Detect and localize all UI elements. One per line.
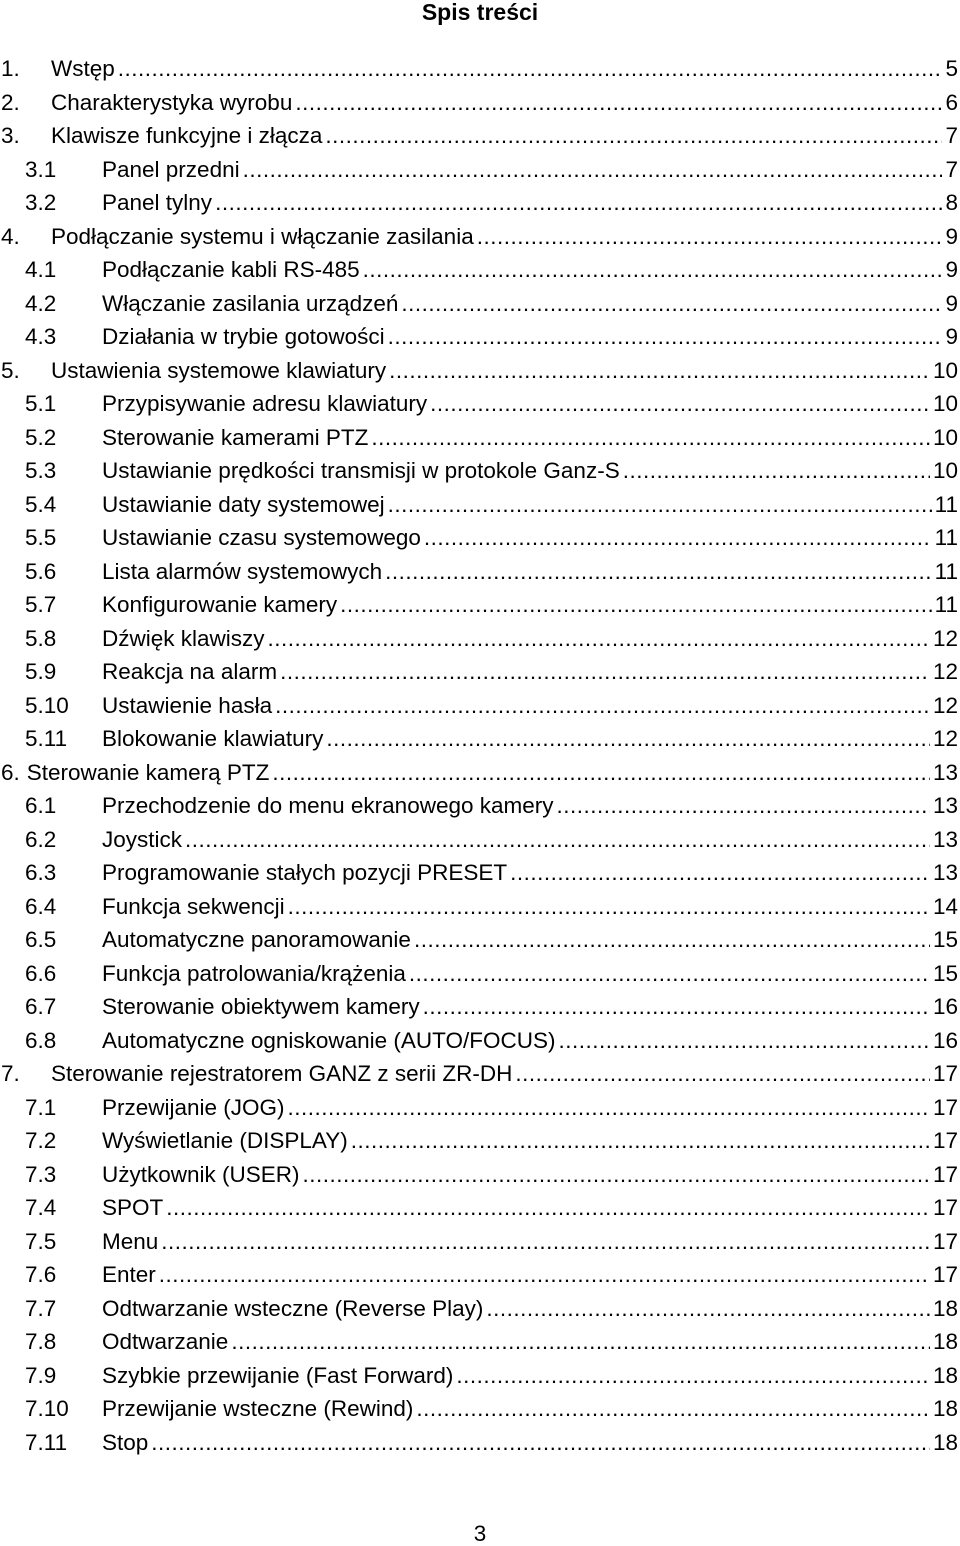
- toc-dot-leader: [424, 521, 932, 555]
- toc-entry-page: 11: [934, 491, 958, 517]
- toc-entry-number: 3.1: [25, 156, 57, 182]
- toc-entry-title: Użytkownik (USER): [102, 1161, 300, 1187]
- toc-entry-number: 7.7: [25, 1295, 57, 1321]
- toc-entry-number: 5.6: [25, 558, 57, 584]
- toc-entry-page: 14: [932, 893, 958, 919]
- toc-entry-title: Odtwarzanie wsteczne (Reverse Play): [102, 1295, 484, 1321]
- toc-dot-leader: [401, 287, 942, 321]
- toc-entry-number: 5.: [1, 357, 20, 383]
- toc-entry-number: 4.: [1, 223, 20, 249]
- toc-entry-number: 5.7: [25, 592, 57, 617]
- toc-dot-leader: [340, 588, 932, 622]
- toc-entry-page: 13: [932, 826, 958, 852]
- toc-entry[interactable]: [0, 1057, 960, 1091]
- toc-entry-number: 6.8: [25, 1027, 57, 1053]
- toc-entry-title: Sterowanie kamerą PTZ: [26, 759, 270, 785]
- toc-entry-page: 17: [932, 1061, 958, 1086]
- toc-entry-number: 6.1: [25, 793, 57, 818]
- toc-dot-leader: [288, 890, 930, 924]
- toc-entry[interactable]: [0, 1024, 960, 1058]
- toc-entry[interactable]: [0, 1091, 960, 1125]
- toc-entry-title: Odtwarzanie: [102, 1329, 229, 1354]
- toc-entry[interactable]: [0, 1325, 960, 1359]
- toc-entry-title: Menu: [102, 1228, 159, 1254]
- toc-entry-page: 17: [932, 1094, 958, 1120]
- toc-dot-leader: [623, 454, 930, 488]
- toc-dot-leader: [288, 1091, 930, 1125]
- toc-entry-title: Programowanie stałych pozycji PRESET: [102, 860, 508, 885]
- toc-dot-leader: [351, 1124, 930, 1158]
- toc-entry[interactable]: [0, 421, 960, 455]
- toc-entry-page: 17: [932, 1161, 958, 1187]
- toc-entry-title: Charakterystyka wyrobu: [51, 89, 293, 115]
- toc-entry-page: 7: [945, 156, 958, 182]
- toc-entry-title: Funkcja patrolowania/krążenia: [102, 960, 406, 986]
- toc-entry-page: 9: [945, 257, 958, 282]
- toc-entry-title: Sterowanie rejestratorem GANZ z serii ZR-DH: [51, 1061, 513, 1086]
- toc-entry-page: 9: [945, 324, 958, 349]
- toc-entry-number: 4.1: [25, 257, 57, 282]
- toc-entry-title: Ustawianie prędkości transmisji w protokole Ganz-S: [102, 458, 620, 483]
- toc-entry-title: Stop: [102, 1429, 149, 1455]
- toc-entry-page: 11: [934, 525, 958, 550]
- toc-dot-leader: [409, 957, 930, 991]
- toc-entry[interactable]: [0, 756, 960, 790]
- toc-entry-title: Ustawianie daty systemowej: [102, 491, 385, 517]
- toc-dot-leader: [486, 1292, 930, 1326]
- toc-dot-leader: [456, 1359, 930, 1393]
- toc-entry-title: Enter: [102, 1262, 156, 1287]
- toc-entry-title: Panel tylny: [102, 190, 213, 215]
- toc-entry-title: Ustawienia systemowe klawiatury: [51, 357, 387, 383]
- toc-entry[interactable]: [0, 320, 960, 354]
- toc-dot-leader: [272, 756, 930, 790]
- toc-entry-page: 12: [932, 692, 958, 718]
- toc-dot-leader: [151, 1426, 930, 1460]
- toc-dot-leader: [275, 689, 930, 723]
- toc-entry-title: Szybkie przewijanie (Fast Forward): [102, 1362, 454, 1388]
- toc-entry[interactable]: [0, 1191, 960, 1225]
- toc-entry[interactable]: [0, 957, 960, 991]
- toc-dot-leader: [477, 220, 943, 254]
- toc-entry-page: 16: [932, 1027, 958, 1053]
- page-title: Spis treści: [421, 0, 539, 25]
- toc-entry[interactable]: [0, 1292, 960, 1326]
- toc-dot-leader: [371, 421, 930, 455]
- toc-entry-title: Klawisze funkcyjne i złącza: [51, 123, 323, 148]
- toc-entry-page: 17: [932, 1195, 958, 1220]
- toc-entry[interactable]: [0, 789, 960, 823]
- toc-entry-title: Sterowanie obiektywem kamery: [102, 994, 420, 1019]
- toc-dot-leader: [416, 1392, 930, 1426]
- toc-dot-leader: [389, 354, 930, 388]
- toc-entry-number: 7.8: [25, 1329, 57, 1354]
- toc-entry-number: 4.3: [25, 324, 57, 349]
- toc-entry-number: 5.8: [25, 625, 57, 651]
- toc-entry-page: 8: [945, 190, 958, 215]
- toc-dot-leader: [280, 655, 930, 689]
- toc-entry-page: 7: [945, 123, 958, 148]
- toc-entry-page: 12: [932, 726, 958, 751]
- toc-entry-page: 17: [932, 1128, 958, 1153]
- toc-entry[interactable]: [0, 1225, 960, 1259]
- toc-dot-leader: [557, 789, 930, 823]
- toc-entry-title: Ustawienie hasła: [102, 692, 273, 718]
- toc-entry[interactable]: [0, 220, 960, 254]
- toc-entry-title: Panel przedni: [102, 156, 240, 182]
- toc-dot-leader: [295, 86, 942, 120]
- toc-entry-number: 5.5: [25, 525, 57, 550]
- toc-entry-page: 12: [932, 659, 958, 684]
- toc-entry-page: 18: [932, 1362, 958, 1388]
- toc-entry-page: 17: [932, 1262, 958, 1287]
- toc-entry-title: Wyświetlanie (DISPLAY): [102, 1128, 348, 1153]
- toc-entry[interactable]: [0, 1392, 960, 1426]
- toc-entry-number: 5.10: [25, 692, 69, 718]
- toc-entry[interactable]: [0, 856, 960, 890]
- toc-entry-page: 9: [945, 223, 958, 249]
- toc-entry[interactable]: [0, 1359, 960, 1393]
- toc-entry-number: 6.: [1, 759, 20, 785]
- toc-entry-title: Funkcja sekwencji: [102, 893, 285, 919]
- toc-entry[interactable]: [0, 1124, 960, 1158]
- toc-entry[interactable]: [0, 186, 960, 220]
- toc-entry-page: 12: [932, 625, 958, 651]
- toc-entry-number: 3.2: [25, 190, 57, 215]
- toc-entry-title: Blokowanie klawiatury: [102, 726, 324, 751]
- toc-entry[interactable]: [0, 52, 960, 86]
- toc-entry-page: 11: [934, 592, 958, 617]
- toc-entry-number: 7.2: [25, 1128, 57, 1153]
- toc-entry[interactable]: [0, 488, 960, 522]
- toc-entry-page: 6: [945, 89, 958, 115]
- toc-entry-page: 9: [945, 290, 958, 316]
- toc-entry-number: 4.2: [25, 290, 57, 316]
- toc-entry-page: 10: [932, 458, 958, 483]
- toc-dot-leader: [243, 153, 943, 187]
- toc-entry[interactable]: [0, 387, 960, 421]
- toc-entry-page: 18: [932, 1429, 958, 1455]
- toc-entry-title: Sterowanie kamerami PTZ: [102, 424, 369, 450]
- toc-entry-number: 7.10: [25, 1396, 69, 1421]
- toc-entry[interactable]: [0, 1426, 960, 1460]
- toc-entry-number: 5.2: [25, 424, 57, 450]
- toc-dot-leader: [159, 1258, 930, 1292]
- toc-entry-number: 7.: [1, 1061, 20, 1086]
- toc-entry[interactable]: [0, 923, 960, 957]
- toc-entry-number: 6.4: [25, 893, 57, 919]
- toc-dot-leader: [268, 622, 930, 656]
- toc-entry-number: 5.9: [25, 659, 57, 684]
- toc-dot-leader: [325, 119, 942, 153]
- toc-entry-number: 6.2: [25, 826, 57, 852]
- toc-entry-page: 18: [932, 1329, 958, 1354]
- toc-dot-leader: [303, 1158, 930, 1192]
- toc-entry-page: 10: [932, 424, 958, 450]
- toc-entry-number: 3.: [1, 123, 20, 148]
- toc-dot-leader: [326, 722, 930, 756]
- page-number: 3: [473, 1521, 487, 1546]
- toc-dot-leader: [515, 1057, 930, 1091]
- toc-dot-leader: [388, 320, 943, 354]
- toc-entry-number: 7.3: [25, 1161, 57, 1187]
- toc-entry-title: Przewijanie (JOG): [102, 1094, 285, 1120]
- toc-entry[interactable]: [0, 287, 960, 321]
- toc-entry-page: 10: [932, 391, 958, 416]
- toc-entry-number: 7.1: [25, 1094, 57, 1120]
- toc-dot-leader: [231, 1325, 930, 1359]
- toc-entry-title: Przewijanie wsteczne (Rewind): [102, 1396, 414, 1421]
- toc-entry-page: 18: [932, 1295, 958, 1321]
- toc-entry-page: 5: [945, 56, 958, 81]
- toc-entry-title: SPOT: [102, 1195, 164, 1220]
- toc-entry-page: 11: [934, 558, 958, 584]
- table-of-contents: [0, 52, 960, 1459]
- toc-entry-page: 15: [932, 927, 958, 952]
- toc-entry[interactable]: [0, 521, 960, 555]
- toc-entry-title: Włączanie zasilania urządzeń: [102, 290, 399, 316]
- toc-entry-title: Automatyczne panoramowanie: [102, 927, 411, 952]
- toc-entry-title: Ustawianie czasu systemowego: [102, 525, 421, 550]
- toc-entry[interactable]: [0, 555, 960, 589]
- toc-entry[interactable]: [0, 86, 960, 120]
- toc-entry-page: 10: [932, 357, 958, 383]
- toc-entry[interactable]: [0, 1258, 960, 1292]
- toc-entry-number: 7.6: [25, 1262, 57, 1287]
- toc-entry[interactable]: [0, 890, 960, 924]
- toc-entry-page: 13: [932, 759, 958, 785]
- toc-entry[interactable]: [0, 689, 960, 723]
- toc-entry-number: 7.9: [25, 1362, 57, 1388]
- toc-entry-number: 7.4: [25, 1195, 57, 1220]
- toc-dot-leader: [166, 1191, 930, 1225]
- toc-entry-title: Przypisywanie adresu klawiatury: [102, 391, 428, 416]
- toc-entry-number: 7.11: [25, 1429, 68, 1455]
- toc-entry[interactable]: [0, 253, 960, 287]
- toc-dot-leader: [510, 856, 930, 890]
- toc-entry[interactable]: [0, 655, 960, 689]
- toc-entry-page: 15: [932, 960, 958, 986]
- toc-entry[interactable]: [0, 153, 960, 187]
- toc-entry-page: 13: [932, 793, 958, 818]
- toc-entry-number: 6.6: [25, 960, 57, 986]
- toc-entry-number: 5.11: [25, 726, 68, 751]
- toc-entry[interactable]: [0, 354, 960, 388]
- toc-entry-title: Automatyczne ogniskowanie (AUTO/FOCUS): [102, 1027, 556, 1053]
- toc-entry-page: 16: [932, 994, 958, 1019]
- toc-dot-leader: [215, 186, 942, 220]
- toc-entry-number: 5.4: [25, 491, 57, 517]
- toc-entry-number: 2.: [1, 89, 20, 115]
- toc-entry[interactable]: [0, 622, 960, 656]
- toc-entry[interactable]: [0, 823, 960, 857]
- toc-entry-number: 5.1: [25, 391, 57, 416]
- toc-dot-leader: [185, 823, 930, 857]
- toc-entry-page: 13: [932, 860, 958, 885]
- toc-dot-leader: [423, 990, 930, 1024]
- toc-dot-leader: [385, 555, 932, 589]
- toc-entry-number: 7.5: [25, 1228, 57, 1254]
- toc-entry-number: 6.7: [25, 994, 57, 1019]
- toc-entry-number: 6.5: [25, 927, 57, 952]
- toc-entry-title: Lista alarmów systemowych: [102, 558, 383, 584]
- toc-dot-leader: [161, 1225, 930, 1259]
- toc-dot-leader: [363, 253, 943, 287]
- toc-entry[interactable]: [0, 1158, 960, 1192]
- toc-entry[interactable]: [0, 722, 960, 756]
- toc-dot-leader: [414, 923, 930, 957]
- toc-entry-title: Przechodzenie do menu ekranowego kamery: [102, 793, 554, 818]
- toc-entry[interactable]: [0, 454, 960, 488]
- toc-entry-title: Wstęp: [51, 56, 115, 81]
- toc-entry-title: Działania w trybie gotowości: [102, 324, 385, 349]
- toc-entry-number: 6.3: [25, 860, 57, 885]
- toc-dot-leader: [559, 1024, 930, 1058]
- toc-entry[interactable]: [0, 119, 960, 153]
- toc-dot-leader: [430, 387, 930, 421]
- toc-entry-number: 5.3: [25, 458, 57, 483]
- toc-dot-leader: [388, 488, 932, 522]
- toc-entry[interactable]: [0, 990, 960, 1024]
- toc-entry-number: 1.: [1, 56, 20, 81]
- toc-entry-title: Konfigurowanie kamery: [102, 592, 338, 617]
- toc-entry-page: 17: [932, 1228, 958, 1254]
- toc-entry-title: Dźwięk klawiszy: [102, 625, 265, 651]
- toc-entry-title: Podłączanie kabli RS-485: [102, 257, 360, 282]
- toc-entry-title: Reakcja na alarm: [102, 659, 278, 684]
- toc-entry-title: Joystick: [102, 826, 183, 852]
- toc-entry-page: 18: [932, 1396, 958, 1421]
- toc-entry[interactable]: [0, 588, 960, 622]
- toc-entry-title: Podłączanie systemu i włączanie zasilania: [51, 223, 474, 249]
- toc-dot-leader: [118, 52, 943, 86]
